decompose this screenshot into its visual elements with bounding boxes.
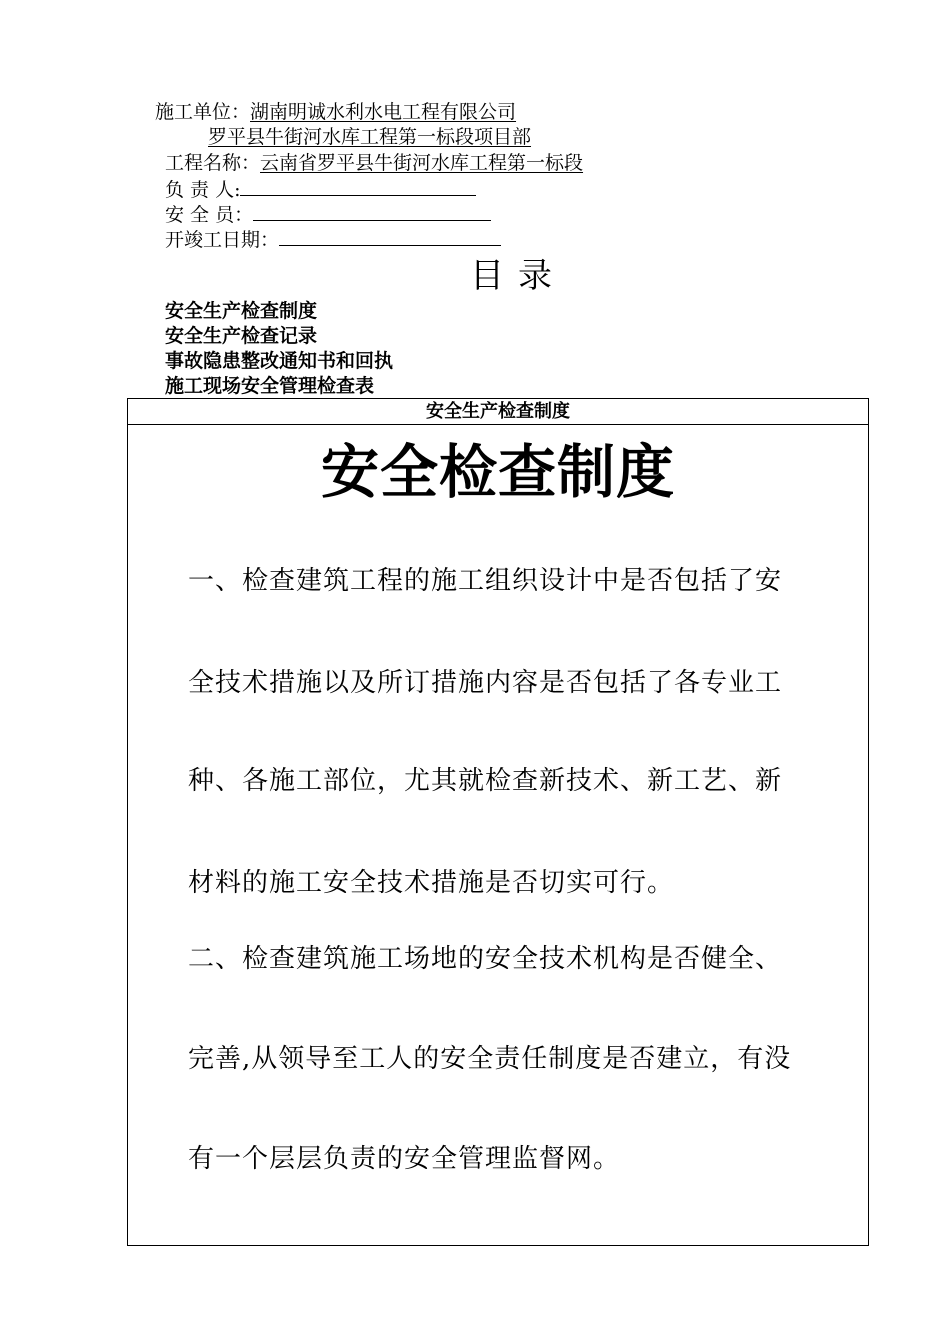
paragraph-line: 种、各施工部位，尤其就检查新技术、新工艺、新 — [188, 766, 783, 796]
project-department-line — [208, 125, 531, 149]
construction-unit-label: 施工单位： — [155, 101, 251, 123]
paragraph-line: 一、检查建筑工程的施工组织设计中是否包括了安 — [188, 566, 783, 596]
paragraph-line: 有一个层层负责的安全管理监督网。 — [188, 1144, 621, 1174]
leader-blank — [240, 177, 476, 196]
date-label: 开竣工日期： — [165, 229, 280, 251]
paragraph-line: 二、检查建筑施工场地的安全技术机构是否健全、 — [188, 944, 783, 974]
leader-label: 负 责 人: — [165, 179, 241, 201]
date-blank — [279, 227, 501, 246]
project-name-line — [165, 151, 583, 175]
project-name-label: 工程名称： — [165, 152, 261, 174]
section-header: 安全生产检查制度 — [128, 399, 868, 425]
safety-officer-label: 安 全 员： — [165, 204, 254, 226]
paragraph-line: 全技术措施以及所订措施内容是否包括了各专业工 — [188, 668, 783, 698]
section-title: 安全检查制度 — [320, 438, 675, 506]
toc-item: 安全生产检查记录 — [165, 325, 318, 347]
safety-officer-blank — [253, 202, 491, 221]
construction-unit-line — [155, 100, 516, 124]
construction-unit-name: 湖南明诚水利水电工程有限公司 — [250, 101, 517, 123]
date-line — [165, 227, 501, 252]
toc-item: 事故隐患整改通知书和回执 — [165, 350, 394, 372]
safety-officer-line — [165, 202, 491, 227]
project-name-value: 云南省罗平县牛街河水库工程第一标段 — [260, 152, 584, 174]
leader-line — [165, 177, 476, 202]
paragraph-line: 完善,从领导至工人的安全责任制度是否建立，有没 — [188, 1044, 792, 1074]
toc-item: 施工现场安全管理检查表 — [165, 375, 375, 397]
section-box — [127, 398, 869, 1246]
toc-item: 安全生产检查制度 — [165, 300, 318, 322]
project-department-name: 罗平县牛街河水库工程第一标段项目部 — [208, 126, 532, 148]
toc-title: 目录 — [470, 256, 566, 296]
paragraph-line: 材料的施工安全技术措施是否切实可行。 — [188, 868, 675, 898]
